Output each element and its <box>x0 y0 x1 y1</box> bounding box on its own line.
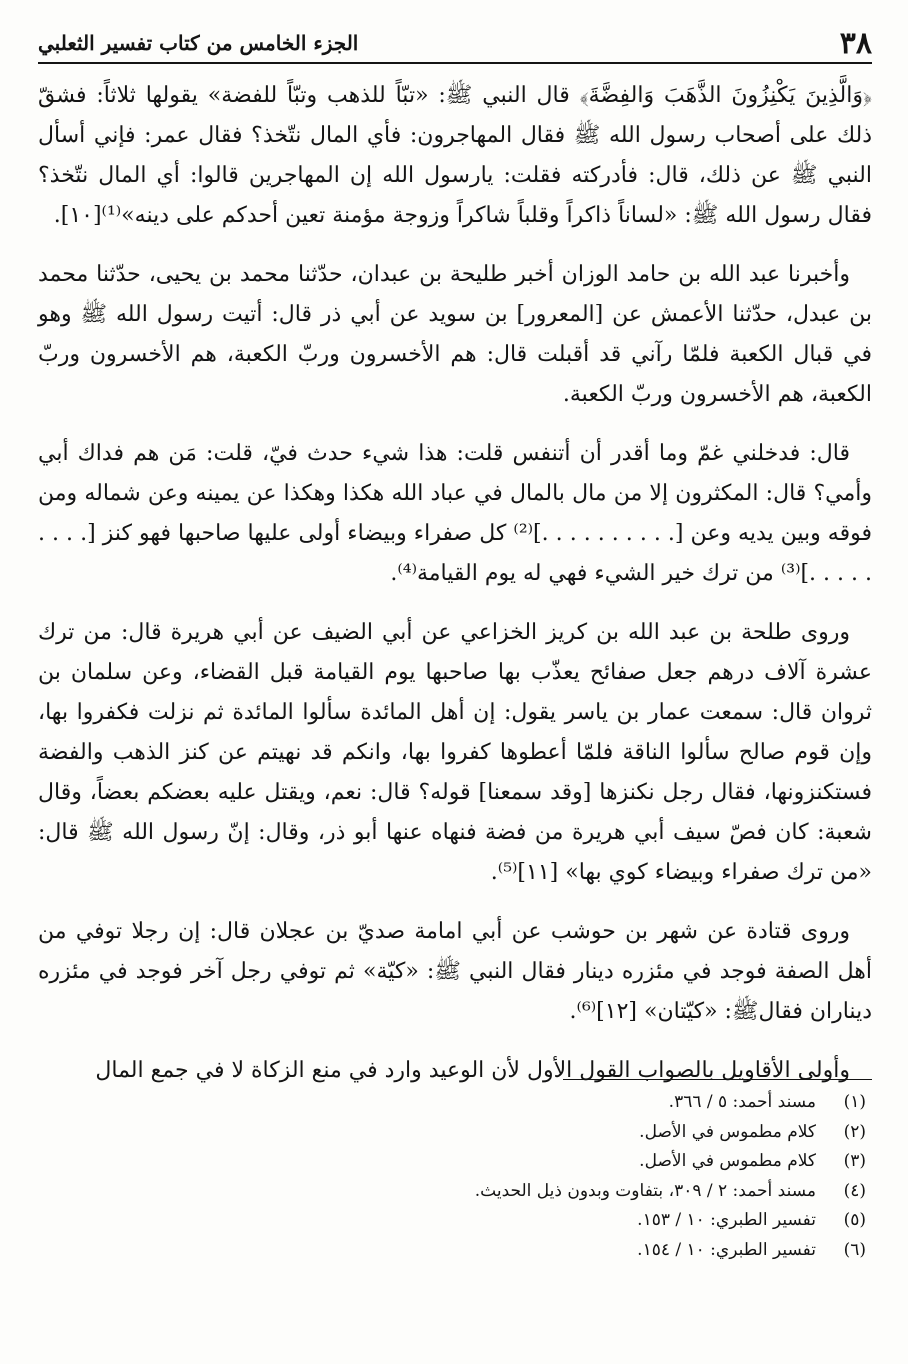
footnotes <box>38 1088 866 1265</box>
footnote <box>38 1206 866 1236</box>
footnote-text: تفسير الطبري: ١٠ / ١٥٣. <box>637 1210 816 1230</box>
paragraph: وروى طلحة بن عبد الله بن كريز الخزاعي عن أبي الضيف عن أبي هريرة قال: من ترك عشرة آلاف درهم جعل صفائح يعذّب بها صاحبها يوم القيامة قبل القضاء، وعن سلمان بن ثروان قال: سمعت عمار بن ياسر يقول: إن أهل المائدة سألوا المائدة ثم نزلت فكفروا بها، وإن قوم صالح سألوا الناقة فلمّا أعطوها كفروا بها، وانكم قد نهيتم عن كنز الذهب والفضة فستكنزونها، فقال رجل نكنزها [وقد سمعنا] قوله؟ قال: نعم، ويقتل عليه بعضكم بعضاً، وقال شعبة: كان فصّ سيف أبي هريرة من فضة فنهاه عنها أبو ذر، وقال: إنّ رسول الله ﷺ قال: «من ترك صفراء وبيضاء كوي بها» [١١]⁽⁵⁾. <box>38 620 873 885</box>
paragraph: قال: فدخلني غمّ وما أقدر أن أتنفس قلت: هذا شيء حدث فيّ، قلت: مَن هم فداك أبي وأمي؟ قال: المكثرون إلا من مال بالمال في عباد الله هكذا وهكذا عن يمينه وعن شماله ومن فوقه وبين يديه وعن [. . . . . . . . . .]⁽²⁾ كل صفراء وبيضاء أولى عليها صاحبها فهو كنز [. . . . . . . . .]⁽³⁾ من ترك خير الشيء فهي له يوم القيامة⁽⁴⁾. <box>38 441 873 586</box>
paragraph: وأولى الأقاويل بالصواب القول الأول لأن الوعيد وارد في منع الزكاة لا في جمع المال <box>95 1058 850 1083</box>
footnote-text: مسند أحمد: ٢ / ٣٠٩، بتفاوت وبدون ذيل الحديث. <box>474 1180 816 1201</box>
footnote-text: كلام مطموس في الأصل. <box>639 1121 816 1142</box>
footnote <box>38 1236 866 1266</box>
footnote-number: (١) <box>843 1092 866 1112</box>
paragraph: ﴿وَالَّذِينَ يَكْنِزُونَ الذَّهَبَ وَالفِضَّةَ﴾ قال النبي ﷺ: «تبّاً للذهب وتبّاً للفضة» يقولها ثلاثاً: فشقّ ذلك على أصحاب رسول الله ﷺ فقال المهاجرون: فأي المال نتّخذ؟ فقال عمر: فإني أسأل النبي ﷺ عن ذلك، قال: فأدركته فقلت: يارسول الله إن المهاجرين قالوا: أي المال نتّخذ؟ فقال رسول الله ﷺ: «لساناً ذاكراً وقلباً شاكراً وزوجة مؤمنة تعين أحدكم على دينه»⁽¹⁾[١٠]. <box>38 83 873 228</box>
footnote-number: (٤) <box>843 1180 866 1201</box>
footnote-text: كلام مطموس في الأصل. <box>639 1151 816 1171</box>
paragraph: وأخبرنا عبد الله بن حامد الوزان أخبر طليحة بن عبدان، حدّثنا محمد بن يحيى، حدّثنا محمد بن عبدل، حدّثنا الأعمش عن [المعرور] بن سويد عن أبي ذر قال: أتيت رسول الله ﷺ وهو في قبال الكعبة فلمّا رآني قد أقبلت قال: هم الأخسرون وربّ الكعبة، هم الأخسرون وربّ الكعبة، هم الأخسرون وربّ الكعبة. <box>38 262 872 407</box>
header-divider <box>38 62 872 64</box>
page-number: ٣٨ <box>839 25 872 61</box>
footnote <box>38 1118 866 1148</box>
footnote-divider <box>563 1079 872 1080</box>
footnote-number: (٢) <box>843 1121 866 1142</box>
footnote-number: (٥) <box>843 1210 866 1230</box>
main-text <box>38 76 872 1110</box>
footnote-text: مسند أحمد: ٥ / ٣٦٦. <box>668 1092 816 1112</box>
page-header <box>38 26 872 60</box>
footnote-number: (٣) <box>843 1151 866 1171</box>
paragraph: وروى قتادة عن شهر بن حوشب عن أبي امامة صديّ بن عجلان قال: إن رجلا توفي من أهل الصفة فوجد في مئزره دينار فقال النبي ﷺ: «كيّة» ثم توفي رجل آخر فوجد في مئزره ديناران فقالﷺ: «كيّتان» [١٢]⁽⁶⁾. <box>38 919 872 1024</box>
footnote <box>38 1147 866 1177</box>
footnote <box>38 1088 866 1118</box>
footnote-number: (٦) <box>843 1239 866 1260</box>
footnote <box>38 1177 866 1207</box>
running-title: الجزء الخامس من كتاب تفسير الثعلبي <box>38 31 359 55</box>
footnote-text: تفسير الطبري: ١٠ / ١٥٤. <box>637 1239 816 1260</box>
